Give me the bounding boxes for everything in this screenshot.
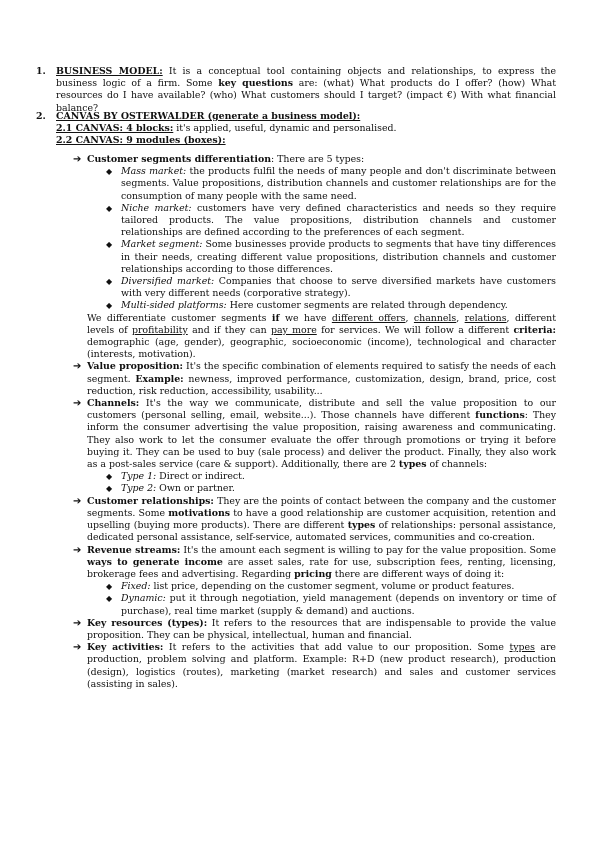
bold-pricing: pricing xyxy=(294,568,332,580)
text: the products fulfil the needs of many people and don't discriminate between segments. Value propositions, distribution channels and customer relationships are for the consumption of many people with the same need. xyxy=(121,166,556,202)
module-value-proposition xyxy=(73,361,556,398)
text: It is a conceptual tool containing objects and relationships, to express the business logic of a firm. Some xyxy=(56,66,556,90)
arrow-icon: ➔ xyxy=(73,642,82,654)
diamond-bullet-icon: ◆ xyxy=(106,203,113,213)
segment-paragraph xyxy=(87,313,556,362)
text: Own or partner. xyxy=(156,483,235,495)
section-title: CANVAS BY OSTERWALDER (generate a business model): xyxy=(56,111,361,122)
text: we have xyxy=(279,312,332,324)
text: , different levels of xyxy=(87,312,556,336)
module-key-resources xyxy=(73,617,556,642)
item-label: Dynamic: xyxy=(121,593,166,605)
key-questions-bold: key questions xyxy=(218,78,294,90)
module-channels xyxy=(73,398,557,471)
text: put it through negotiation, yield management (depends on inventory or time of purchase), real time market (supply & demand) and auctions. xyxy=(121,593,556,617)
bold-ways: ways to generate income xyxy=(87,556,223,568)
item-label: Multi-sided platforms: xyxy=(121,300,227,312)
item-label: Diversified market: xyxy=(121,276,215,288)
bold-motivations: motivations xyxy=(168,507,231,519)
diamond-bullet-icon: ◆ xyxy=(106,484,113,494)
text: It refers to the activities that add value to our proposition. Some xyxy=(163,642,510,654)
item-label: Niche market: xyxy=(121,202,192,214)
section-canvas xyxy=(36,111,556,148)
section-title: BUSINESS MODEL: xyxy=(56,66,163,77)
text: It's the specific combination of elements required to satisfy the needs of each segment. xyxy=(87,361,556,385)
modules-list xyxy=(73,154,557,691)
underlined-term: channels xyxy=(413,312,457,324)
underlined-term: pay more xyxy=(270,324,317,336)
diamond-bullet-icon: ◆ xyxy=(106,301,113,311)
underlined-term: different offers xyxy=(331,312,406,324)
text: demographic (age, gender), geographic, socioeconomic (income), technological and character (interests, motivation). xyxy=(87,337,556,361)
underlined-term: profitability xyxy=(131,324,188,336)
section-business-model xyxy=(36,66,556,115)
underlined-types: types xyxy=(509,642,535,654)
text: It's the amount each segment is willing to pay for the value proposition. Some xyxy=(180,544,556,556)
text: list price, depending on the customer segment, volume or product features. xyxy=(150,581,515,593)
item-label: Type 2: xyxy=(121,483,157,495)
text: of channels: xyxy=(426,459,488,471)
text: We differentiate customer segments xyxy=(87,312,272,324)
arrow-icon: ➔ xyxy=(73,154,82,165)
text: are asset sales, rate for use, subscription fees, renting, licensing, brokerage fees and advertising. Regarding xyxy=(87,556,556,580)
text: newness, improved performance, customization, design, brand, price, cost reduction, risk reduction, accessibility, usability... xyxy=(87,373,556,397)
text: are production, problem solving and platform. Example: R+D (new product research), production (design), logistics (routes), marketing (market research) and sales and customer services (assisting in sales). xyxy=(87,642,556,690)
text: and if they can xyxy=(187,324,271,336)
text: there are different ways of doing it: xyxy=(331,568,505,580)
section-body xyxy=(56,111,556,148)
subsection-label: 2.1 CANVAS: 4 blocks: xyxy=(56,123,174,135)
text: : They inform the consumer advertising the value proposition, raising awareness and communicating. They also work to let the consumer evaluate the offer through promotions or trying it before buying it. They can be used to buy (sale process) and deliver the product. Finally, they also work as a post-sales service (care & support). Additionally, there are 2 xyxy=(87,410,557,471)
text: , xyxy=(405,312,414,324)
module-title: Revenue streams: xyxy=(87,544,181,556)
text: it's applied, useful, dynamic and personalised. xyxy=(173,123,397,135)
diamond-bullet-icon: ◆ xyxy=(106,594,113,604)
module-customer-segments xyxy=(73,154,556,166)
module-title: Key activities: xyxy=(87,642,164,654)
text: : There are 5 types: xyxy=(271,154,365,165)
module-title: Customer relationships: xyxy=(87,495,214,507)
arrow-icon: ➔ xyxy=(73,361,82,373)
item-label: Fixed: xyxy=(121,581,151,593)
text: are: (what) What products do I offer? (how) What resources do I have available? (who) What customers should I target? (impact €) With what financial balance? xyxy=(56,78,556,114)
diamond-bullet-icon: ◆ xyxy=(106,167,113,177)
diamond-bullet-icon: ◆ xyxy=(106,582,113,592)
list-item xyxy=(106,202,557,240)
arrow-icon: ➔ xyxy=(73,544,82,556)
list-item xyxy=(106,300,556,312)
text: to have a good relationship are customer acquisition, retention and upselling (buying more products). There are different xyxy=(87,507,556,532)
list-item xyxy=(106,239,556,276)
module-customer-relationships xyxy=(73,495,556,545)
section-number: 2. xyxy=(36,111,46,122)
module-title: Value proposition: xyxy=(87,361,183,373)
section-body xyxy=(56,66,556,115)
list-item xyxy=(106,166,556,203)
bold-example: Example: xyxy=(135,373,184,385)
item-label: Market segment: xyxy=(121,239,203,251)
text: Companies that choose to serve diversified markets have customers with very different needs (corporative strategy). xyxy=(121,276,556,300)
diamond-bullet-icon: ◆ xyxy=(106,240,113,250)
bold-types: types xyxy=(347,520,376,532)
item-label: Type 1: xyxy=(121,471,157,483)
module-title: Customer segments differentiation xyxy=(87,154,272,165)
underlined-term: relations xyxy=(464,312,507,324)
diamond-bullet-icon: ◆ xyxy=(106,277,113,287)
diamond-bullet-icon: ◆ xyxy=(106,472,113,482)
section-number: 1. xyxy=(36,66,46,77)
item-label: Mass market: xyxy=(121,166,187,178)
bold-criteria: criteria: xyxy=(513,324,557,336)
bold-if: if xyxy=(271,312,280,324)
text: of relationships: personal assistance, dedicated personal assistance, self-service, automated services, communities and co-creation. xyxy=(87,520,556,544)
text: It refers to the resources that are indispensable to provide the value proposition. They can be physical, intellectual, human and financial. xyxy=(87,617,556,641)
text: customers have very defined characteristics and needs so they require tailored products. The value propositions, distribution channels and customer relationships are defined according to the preferences of each segment. xyxy=(121,202,557,239)
module-title: Channels: xyxy=(87,398,140,410)
module-revenue-streams xyxy=(73,544,556,582)
module-key-activities xyxy=(73,642,556,691)
list-item xyxy=(106,483,556,495)
subsection-label: 2.2 CANVAS: 9 modules (boxes): xyxy=(56,135,226,147)
list-item xyxy=(106,276,556,300)
text: Direct or indirect. xyxy=(156,471,245,483)
bold-functions: functions xyxy=(475,410,525,422)
text: Here customer segments are related through dependency. xyxy=(226,300,508,312)
arrow-icon: ➔ xyxy=(73,398,82,410)
text: , xyxy=(456,312,465,324)
bold-types: types xyxy=(398,459,427,471)
text: They are the points of contact between the company and the customer segments. Some xyxy=(87,495,556,519)
list-item xyxy=(106,581,556,593)
list-item xyxy=(106,593,556,617)
text: for services. We will follow a different xyxy=(316,324,514,336)
module-title: Key resources (types): xyxy=(87,617,208,629)
arrow-icon: ➔ xyxy=(73,617,82,629)
arrow-icon: ➔ xyxy=(73,495,82,507)
text: Some businesses provide products to segments that have tiny differences in their needs, creating different value propositions, distribution channels and customer relationships according to those differences. xyxy=(121,239,556,275)
list-item xyxy=(106,471,556,483)
text: It's the way we communicate, distribute and sell the value proposition to our customers (personal selling, email, website...). Those channels have different xyxy=(87,398,556,422)
